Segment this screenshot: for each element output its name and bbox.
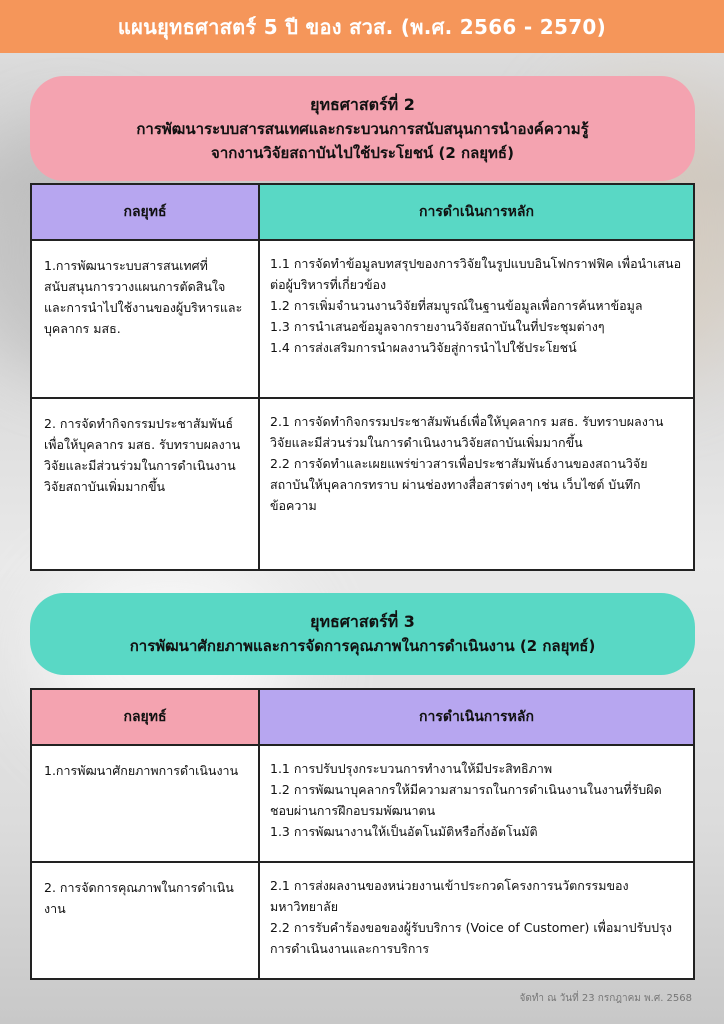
action-item: 2.2 การรับคำร้องขอของผู้รับบริการ (Voice of Customer) เพื่อมาปรับปรุงการดำเนินงานและการบริการ (270, 920, 672, 956)
strategy-2-title-line1: การพัฒนาระบบสารสนเทศและกระบวนการสนับสนุนการนำองค์ความรู้ (136, 119, 589, 138)
header-bar (0, 0, 724, 53)
action-item: 1.4 การส่งเสริมการนำผลงานวิจัยสู่การนำไปใช้ประโยชน์ (270, 340, 577, 355)
action-item: 1.3 การพัฒนางานให้เป็นอัตโนมัติหรือกึ่งอัตโนมัติ (270, 824, 538, 839)
strategy-2-table (30, 183, 695, 571)
strategy-3-heading: ยุทธศาสตร์ที่ 3 (310, 612, 415, 631)
actions-cell (259, 240, 694, 398)
strategy-3-title-line1: การพัฒนาศักยภาพและการจัดการคุณภาพในการดำเนินงาน (2 กลยุทธ์) (129, 637, 596, 655)
actions-cell (259, 398, 694, 570)
action-item: 2.2 การจัดทำและเผยแพร่ข่าวสารเพื่อประชาสัมพันธ์งานของสถานวิจัยสถาบันให้บุคลากรทราบ ผ่านช่องทางสื่อสารต่างๆ เช่น เว็บไซต์ บันทึกข้อความ (270, 456, 648, 513)
action-item: 2.1 การจัดทำกิจกรรมประชาสัมพันธ์เพื่อให้บุคลากร มสธ. รับทราบผลงานวิจัยและมีส่วนร่วมในการดำเนินงานวิจัยสถาบันเพิ่มมากขึ้น (270, 414, 664, 450)
table-row (31, 240, 694, 398)
table-row (31, 745, 694, 862)
action-item: 1.3 การนำเสนอข้อมูลจากรายงานวิจัยสถาบันในที่ประชุมต่างๆ (270, 319, 605, 334)
action-item: 1.1 การปรับปรุงกระบวนการทำงานให้มีประสิทธิภาพ (270, 761, 553, 776)
actions-cell (259, 745, 694, 862)
strategy-2-title-line2: จากงานวิจัยสถาบันไปใช้ประโยชน์ (2 กลยุทธ์) (211, 143, 514, 162)
action-item: 2.1 การส่งผลงานของหน่วยงานเข้าประกวดโครงการนวัตกรรมของมหาวิทยาลัย (270, 878, 629, 914)
table-row (31, 398, 694, 570)
page-title: แผนยุทธศาสตร์ 5 ปี ของ สวส. (พ.ศ. 2566 - 2570) (117, 14, 607, 39)
strategy-cell: 2. การจัดการคุณภาพในการดำเนินงาน (31, 862, 259, 979)
action-item: 1.2 การเพิ่มจำนวนงานวิจัยที่สมบูรณ์ในฐานข้อมูลเพื่อการค้นหาข้อมูล (270, 298, 643, 313)
strategy-2-banner (30, 76, 695, 181)
strategy-cell: 2. การจัดทำกิจกรรมประชาสัมพันธ์เพื่อให้บุคลากร มสธ. รับทราบผลงานวิจัยและมีส่วนร่วมในการดำเนินงานวิจัยสถาบันเพิ่มมากขึ้น (31, 398, 259, 570)
actions-cell (259, 862, 694, 979)
column-header-strategy: กลยุทธ์ (31, 689, 259, 745)
footer-date-note: จัดทำ ณ วันที่ 23 กรกฎาคม พ.ศ. 2568 (519, 993, 692, 1004)
column-header-strategy: กลยุทธ์ (31, 184, 259, 240)
action-item: 1.2 การพัฒนาบุคลากรให้มีความสามารถในการดำเนินงานในงานที่รับผิดชอบผ่านการฝึกอบรมพัฒนาตน (270, 782, 662, 818)
strategy-cell: 1.การพัฒนาระบบสารสนเทศที่สนับสนุนการวางแผนการตัดสินใจ และการนำไปใช้งานของผู้บริหารและบุคลากร มสธ. (31, 240, 259, 398)
strategy-3-banner (30, 593, 695, 675)
action-item: 1.1 การจัดทำข้อมูลบทสรุปของการวิจัยในรูปแบบอินโฟกราฟฟิค เพื่อนำเสนอต่อผู้บริหารที่เกี่ยวข้อง (270, 256, 682, 292)
column-header-actions: การดำเนินการหลัก (259, 689, 694, 745)
table-row (31, 862, 694, 979)
strategy-cell: 1.การพัฒนาศักยภาพการดำเนินงาน (31, 745, 259, 862)
strategy-3-table (30, 688, 695, 980)
strategy-2-heading: ยุทธศาสตร์ที่ 2 (310, 94, 415, 114)
column-header-actions: การดำเนินการหลัก (259, 184, 694, 240)
